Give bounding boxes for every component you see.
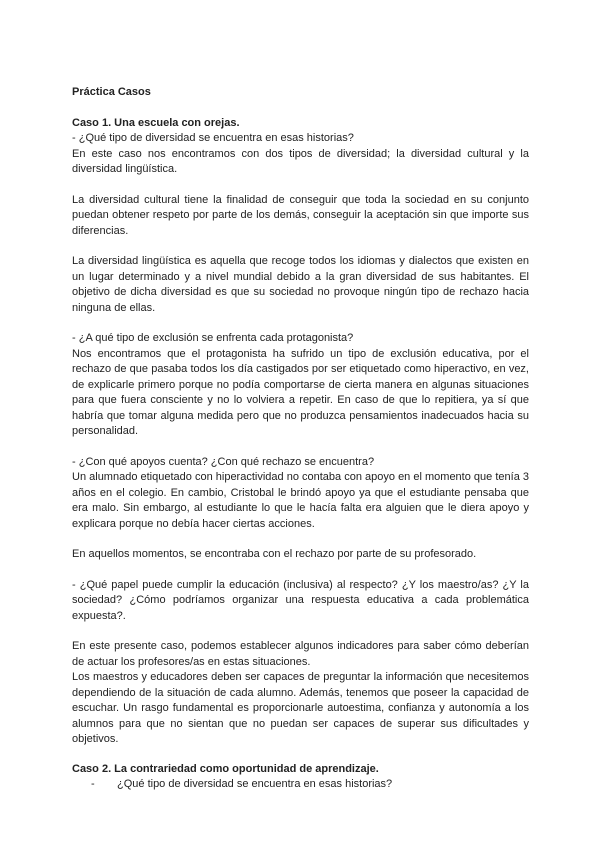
- case1-answer-2: Nos encontramos que el protagonista ha sufrido un tipo de exclusión educativa, por el rechazo de que pasaba todos los día castigados por ser etiquetado como hiperactivo, en vez, de explicarle primero porque no podía comportarse de cierta manera en algunas situaciones para que fuera consciente y no lo volviera a repetir. En caso de que lo repitiera, ya sí que habría que tomar alguna medida pero que no produzca pensamientos inadecuados hacia su personalidad.: [72, 347, 529, 437]
- case1-answer-3b: En aquellos momentos, se encontraba con el rechazo por parte de su profesorado.: [72, 548, 477, 560]
- case1-question-3: - ¿Con qué apoyos cuenta? ¿Con qué rechazo se encuentra?: [72, 455, 375, 468]
- case1-answer-4b: Los maestros y educadores deben ser capaces de preguntar la información que necesitemos dependiendo de la situación de cada alumno. Además, tenemos que poseer la capacidad de escuchar. Un rasgo fundamental es proporcionarle autoestima, confianza y autonomía a los alumnos para que no sientan que no puedan ser capaces de superar sus dificultades y objetivos.: [72, 671, 529, 745]
- case1-question-2: - ¿A qué tipo de exclusión se enfrenta cada protagonista?: [72, 332, 354, 344]
- case1-question-1: - ¿Qué tipo de diversidad se encuentra en esas historias?: [72, 132, 354, 144]
- case1-answer-1: En este caso nos encontramos con dos tipos de diversidad; la diversidad cultural y la diversidad lingüística.: [72, 147, 529, 175]
- document-title: Práctica Casos: [72, 86, 151, 98]
- case1-paragraph-linguistica: La diversidad lingüística es aquella que recoge todos los idiomas y dialectos que existen en un lugar determinado y a nivel mundial debido a la gran diversidad de sus habitantes. El objetivo de dicha diversidad es que su sociedad no provoque ningún tipo de rechazo hacia ninguna de ellas.: [72, 255, 529, 314]
- case2-heading: Caso 2. La contrariedad como oportunidad de aprendizaje.: [72, 762, 379, 775]
- case1-answer-3: Un alumnado etiquetado con hiperactividad no contaba con apoyo en el momento que tenía 3 años en el colegio. En cambio, Cristobal le brindó apoyo ya que el estudiante pensaba que era malo. Sin embargo, al estudiante lo que le hacía falta era alguien que le diera apoyo y explicara porque no debía hacer ciertas acciones.: [72, 471, 529, 530]
- case1-question-4: - ¿Qué papel puede cumplir la educación (inclusiva) al respecto? ¿Y los maestro/as? ¿Y la sociedad? ¿Cómo podríamos organizar una respuesta educativa a cada problemática expuesta?.: [72, 578, 529, 622]
- case1-paragraph-cultural: La diversidad cultural tiene la finalidad de conseguir que toda la sociedad en su conjunto puedan obtener respeto por parte de los demás, conseguir la aceptación sin que importe sus diferencias.: [72, 193, 529, 237]
- case1-answer-4: En este presente caso, podemos establecer algunos indicadores para saber cómo deberían de actuar los profesores/as en estas situaciones.: [72, 640, 529, 668]
- case2-question-1-item: [72, 777, 529, 793]
- list-bullet: -: [91, 778, 95, 790]
- case2-question-1: ¿Qué tipo de diversidad se encuentra en esas historias?: [117, 778, 393, 790]
- case1-heading: Caso 1. Una escuela con orejas.: [72, 116, 240, 129]
